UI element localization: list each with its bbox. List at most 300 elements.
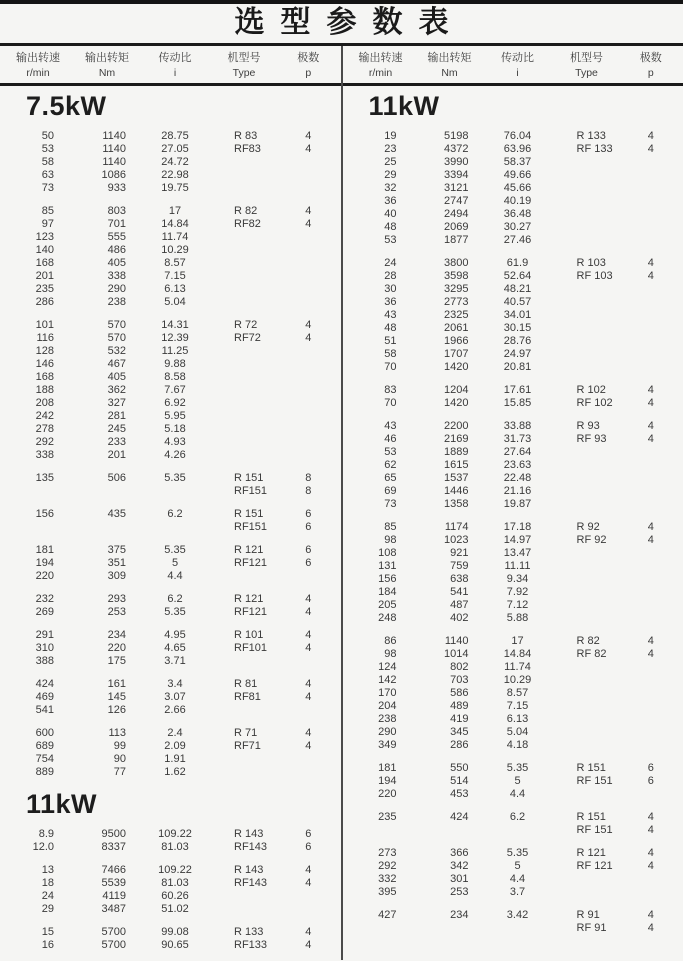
- ratio-cell: 10.29: [161, 244, 189, 256]
- torque-cell: 1446: [444, 485, 469, 497]
- power-section: [343, 91, 683, 935]
- table-row: [0, 864, 341, 877]
- type-cell: [212, 449, 276, 462]
- ratio-cell: 49.66: [503, 169, 532, 181]
- poles-cell: [619, 156, 683, 169]
- speed-cell: 689: [35, 740, 54, 752]
- table-row: [343, 739, 683, 752]
- ratio-cell: 81.03: [161, 877, 189, 889]
- ratio-cell: 24.72: [161, 156, 189, 168]
- left-table-body: [0, 86, 341, 952]
- col-header-type-unit: Type: [575, 67, 598, 79]
- torque-cell: [76, 521, 138, 534]
- table-row: [0, 384, 341, 397]
- poles-cell: [619, 700, 683, 713]
- poles-cell: 4: [647, 433, 654, 445]
- type-cell: [555, 283, 619, 296]
- ratio-cell: 6.2: [167, 508, 183, 520]
- poles-cell: 4: [305, 926, 312, 938]
- speed-cell: 128: [35, 345, 54, 357]
- type-cell: [555, 296, 619, 309]
- ratio-cell: 14.84: [161, 218, 189, 230]
- ratio-cell: 7.67: [164, 384, 186, 396]
- speed-cell: 16: [41, 939, 54, 951]
- poles-cell: [276, 903, 341, 916]
- poles-cell: 6: [305, 508, 312, 520]
- table-row: [0, 691, 341, 704]
- table-row: [343, 143, 683, 156]
- type-cell: [212, 890, 276, 903]
- col-header-poles-label: 极数: [297, 52, 320, 64]
- table-row: [343, 156, 683, 169]
- ratio-cell: [481, 922, 555, 935]
- ratio-cell: 34.01: [503, 309, 532, 321]
- ratio-cell: 5.04: [164, 296, 186, 308]
- ratio-cell: [138, 485, 212, 498]
- ratio-cell: 7.15: [506, 700, 529, 712]
- table-row: [0, 332, 341, 345]
- type-cell: [555, 599, 619, 612]
- speed-cell: 51: [384, 335, 397, 347]
- table-row: [343, 599, 683, 612]
- speed-cell: 58: [384, 348, 397, 360]
- table-row: [0, 397, 341, 410]
- table-row: [343, 182, 683, 195]
- speed-cell: 181: [378, 762, 397, 774]
- table-row: [343, 459, 683, 472]
- poles-cell: [619, 182, 683, 195]
- type-cell: [555, 195, 619, 208]
- torque-cell: 532: [107, 345, 126, 357]
- ratio-cell: 45.66: [503, 182, 532, 194]
- poles-cell: [619, 498, 683, 511]
- speed-cell: 8.9: [38, 828, 54, 840]
- col-header-poles: [276, 51, 341, 80]
- torque-cell: 638: [450, 573, 469, 585]
- ratio-group: [0, 544, 341, 583]
- type-cell: R 93: [576, 420, 600, 432]
- torque-cell: 309: [107, 570, 126, 582]
- type-cell: R 91: [576, 909, 600, 921]
- table-row: [0, 270, 341, 283]
- ratio-cell: 4.93: [164, 436, 186, 448]
- poles-cell: [276, 283, 341, 296]
- poles-cell: 8: [305, 472, 312, 484]
- ratio-cell: 19.87: [503, 498, 532, 510]
- ratio-cell: 8.58: [164, 371, 186, 383]
- poles-cell: [619, 296, 683, 309]
- torque-cell: 1420: [444, 361, 469, 373]
- ratio-cell: 3.7: [509, 886, 526, 898]
- poles-cell: 4: [647, 257, 654, 269]
- col-header-type-label: 机型号: [570, 52, 603, 64]
- speed-cell: 184: [378, 586, 397, 598]
- table-row: [0, 890, 341, 903]
- type-cell: RF 103: [576, 270, 613, 282]
- table-row: [0, 436, 341, 449]
- speed-cell: 278: [35, 423, 54, 435]
- ratio-group: [0, 508, 341, 534]
- speed-cell: [0, 485, 76, 498]
- torque-cell: 2200: [444, 420, 469, 432]
- torque-cell: 1140: [102, 130, 126, 142]
- torque-cell: 238: [107, 296, 126, 308]
- col-header-poles-unit: p: [305, 67, 312, 79]
- ratio-cell: 9.88: [164, 358, 186, 370]
- ratio-cell: 6.2: [509, 811, 526, 823]
- ratio-cell: 7.92: [506, 586, 529, 598]
- table-row: [343, 674, 683, 687]
- table-row: [0, 570, 341, 583]
- ratio-cell: 8.57: [506, 687, 529, 699]
- col-header-ratio-label: 传动比: [501, 52, 534, 64]
- speed-cell: 124: [378, 661, 397, 673]
- table-row: [343, 713, 683, 726]
- col-header-speed: [343, 51, 419, 80]
- table-row: [343, 296, 683, 309]
- col-header-ratio-unit: i: [173, 67, 177, 79]
- speed-cell: 140: [35, 244, 54, 256]
- torque-cell: 2494: [444, 208, 469, 220]
- torque-cell: [419, 922, 481, 935]
- col-header-torque-label: 输出转矩: [427, 52, 472, 64]
- torque-cell: 1174: [444, 521, 469, 533]
- speed-cell: 181: [35, 544, 54, 556]
- speed-cell: 238: [378, 713, 397, 725]
- column-header-left: [0, 46, 341, 86]
- table-row: [343, 922, 683, 935]
- speed-cell: [343, 922, 419, 935]
- torque-cell: [76, 485, 138, 498]
- poles-cell: 4: [305, 319, 312, 331]
- poles-cell: [619, 309, 683, 322]
- torque-cell: 759: [450, 560, 469, 572]
- torque-cell: 5198: [444, 130, 469, 142]
- type-cell: [555, 234, 619, 247]
- col-header-poles-label: 极数: [639, 52, 662, 64]
- speed-cell: 168: [35, 257, 54, 269]
- poles-cell: 8: [305, 485, 312, 497]
- torque-cell: 201: [107, 449, 126, 461]
- speed-cell: 73: [384, 498, 397, 510]
- torque-cell: 1707: [444, 348, 469, 360]
- speed-cell: 30: [384, 283, 397, 295]
- type-cell: RF151: [234, 521, 268, 533]
- page-title: 选型参数表: [234, 6, 465, 39]
- table-row: [0, 606, 341, 619]
- poles-cell: 4: [647, 909, 654, 921]
- table-columns: [0, 46, 683, 960]
- table-row: [0, 704, 341, 717]
- table-row: [0, 877, 341, 890]
- ratio-cell: 7.12: [506, 599, 529, 611]
- poles-cell: [619, 713, 683, 726]
- type-cell: R 143: [234, 828, 264, 840]
- speed-cell: 754: [35, 753, 54, 765]
- speed-cell: 18: [41, 877, 54, 889]
- ratio-cell: 109.22: [158, 828, 192, 840]
- ratio-group: [0, 727, 341, 779]
- torque-cell: 1877: [444, 234, 469, 246]
- table-row: [343, 195, 683, 208]
- ratio-cell: 2.09: [164, 740, 186, 752]
- ratio-cell: 81.03: [161, 841, 189, 853]
- speed-cell: 53: [384, 446, 397, 458]
- type-cell: [555, 472, 619, 485]
- torque-cell: 3121: [444, 182, 469, 194]
- ratio-cell: 11.11: [504, 560, 531, 572]
- type-cell: [555, 788, 619, 801]
- type-cell: RF 93: [576, 433, 607, 445]
- ratio-cell: 8.57: [164, 257, 186, 269]
- poles-cell: [619, 573, 683, 586]
- poles-cell: [619, 674, 683, 687]
- table-row: [343, 309, 683, 322]
- torque-cell: 405: [107, 371, 126, 383]
- poles-cell: [619, 208, 683, 221]
- speed-cell: 48: [384, 322, 397, 334]
- type-cell: R 72: [234, 319, 258, 331]
- col-header-poles: [619, 51, 683, 80]
- poles-cell: 4: [647, 635, 654, 647]
- table-row: [0, 727, 341, 740]
- poles-cell: [619, 322, 683, 335]
- col-header-speed-label: 输出转速: [16, 52, 60, 64]
- type-cell: R 82: [576, 635, 600, 647]
- table-row: [0, 218, 341, 231]
- type-cell: RF 92: [576, 534, 607, 546]
- ratio-cell: 5: [171, 557, 179, 569]
- type-cell: [212, 244, 276, 257]
- torque-cell: 362: [107, 384, 126, 396]
- torque-cell: 570: [107, 332, 126, 344]
- torque-cell: 1615: [444, 459, 469, 471]
- ratio-cell: 11.25: [161, 345, 189, 357]
- poles-cell: [619, 612, 683, 625]
- ratio-group: [0, 629, 341, 668]
- speed-cell: 83: [384, 384, 397, 396]
- table-row: [0, 205, 341, 218]
- poles-cell: [619, 560, 683, 573]
- poles-cell: 4: [647, 420, 654, 432]
- table-row: [343, 687, 683, 700]
- speed-cell: 46: [384, 433, 397, 445]
- poles-cell: [619, 687, 683, 700]
- type-cell: [555, 547, 619, 560]
- ratio-cell: [138, 521, 212, 534]
- table-row: [0, 283, 341, 296]
- speed-cell: 156: [35, 508, 54, 520]
- ratio-cell: 33.88: [503, 420, 532, 432]
- ratio-cell: 3.4: [167, 678, 183, 690]
- type-cell: [212, 296, 276, 309]
- poles-cell: 6: [647, 775, 654, 787]
- table-row: [343, 485, 683, 498]
- torque-cell: 2061: [444, 322, 469, 334]
- ratio-cell: 6.2: [167, 593, 183, 605]
- poles-cell: 4: [647, 143, 654, 155]
- speed-cell: 73: [41, 182, 54, 194]
- table-row: [343, 169, 683, 182]
- speed-cell: 131: [378, 560, 397, 572]
- torque-cell: 1420: [444, 397, 469, 409]
- speed-cell: 332: [378, 873, 397, 885]
- right-column: [343, 46, 683, 960]
- speed-cell: 168: [35, 371, 54, 383]
- poles-cell: 4: [647, 847, 654, 859]
- table-row: [343, 635, 683, 648]
- poles-cell: 4: [305, 218, 312, 230]
- poles-cell: [619, 661, 683, 674]
- type-cell: [212, 345, 276, 358]
- poles-cell: [619, 459, 683, 472]
- table-row: [0, 593, 341, 606]
- poles-cell: 4: [305, 678, 312, 690]
- table-row: [343, 762, 683, 775]
- ratio-cell: 19.75: [161, 182, 189, 194]
- torque-cell: 161: [107, 678, 126, 690]
- ratio-cell: 5.95: [164, 410, 186, 422]
- table-row: [343, 547, 683, 560]
- ratio-cell: 4.4: [509, 788, 526, 800]
- table-row: [0, 143, 341, 156]
- type-cell: [555, 586, 619, 599]
- speed-cell: 424: [35, 678, 54, 690]
- speed-cell: 24: [41, 890, 54, 902]
- type-cell: [212, 182, 276, 195]
- speed-cell: 220: [35, 570, 54, 582]
- power-section: [0, 91, 341, 779]
- poles-cell: [276, 296, 341, 309]
- table-row: [343, 446, 683, 459]
- poles-cell: 4: [305, 691, 312, 703]
- ratio-group: [0, 678, 341, 717]
- right-table-body: [343, 86, 683, 935]
- torque-cell: 514: [450, 775, 469, 787]
- poles-cell: [276, 244, 341, 257]
- ratio-cell: 14.97: [503, 534, 532, 546]
- torque-cell: 424: [450, 811, 469, 823]
- speed-cell: 242: [35, 410, 54, 422]
- poles-cell: 4: [305, 606, 312, 618]
- torque-cell: 486: [107, 244, 126, 256]
- ratio-cell: 30.27: [503, 221, 532, 233]
- type-cell: [555, 739, 619, 752]
- poles-cell: 6: [305, 841, 312, 853]
- ratio-cell: 27.64: [503, 446, 532, 458]
- col-header-torque-label: 输出转矩: [85, 52, 129, 64]
- type-cell: [212, 283, 276, 296]
- col-header-type-label: 机型号: [227, 52, 261, 64]
- ratio-cell: 109.22: [158, 864, 192, 876]
- type-cell: [212, 903, 276, 916]
- ratio-cell: 6.13: [164, 283, 186, 295]
- torque-cell: 220: [107, 642, 126, 654]
- type-cell: [555, 156, 619, 169]
- column-header-right: [343, 46, 683, 86]
- speed-cell: 290: [378, 726, 397, 738]
- poles-cell: 4: [647, 130, 654, 142]
- table-row: [0, 485, 341, 498]
- type-cell: RF72: [234, 332, 261, 344]
- type-cell: RF 102: [576, 397, 613, 409]
- torque-cell: 290: [107, 283, 126, 295]
- table-row: [0, 423, 341, 436]
- speed-cell: 86: [384, 635, 397, 647]
- table-row: [0, 449, 341, 462]
- type-cell: [212, 704, 276, 717]
- type-cell: RF 121: [576, 860, 613, 872]
- poles-cell: 6: [305, 557, 312, 569]
- ratio-cell: 5: [514, 775, 521, 787]
- table-row: [0, 182, 341, 195]
- type-cell: R 82: [234, 205, 258, 217]
- poles-cell: [276, 231, 341, 244]
- poles-cell: [619, 335, 683, 348]
- ratio-cell: 4.18: [506, 739, 529, 751]
- type-cell: R 103: [576, 257, 606, 269]
- poles-cell: 4: [647, 811, 654, 823]
- poles-cell: 4: [305, 864, 312, 876]
- ratio-cell: 6.13: [506, 713, 529, 725]
- table-row: [0, 642, 341, 655]
- table-row: [343, 860, 683, 873]
- ratio-group: [0, 593, 341, 619]
- type-cell: R 151: [576, 811, 606, 823]
- table-row: [0, 521, 341, 534]
- table-row: [0, 939, 341, 952]
- type-cell: R 83: [234, 130, 258, 142]
- ratio-group: [0, 472, 341, 498]
- speed-cell: [343, 824, 419, 837]
- torque-cell: 3800: [444, 257, 469, 269]
- ratio-cell: 40.57: [503, 296, 532, 308]
- ratio-cell: 2.4: [167, 727, 183, 739]
- type-cell: [212, 410, 276, 423]
- type-cell: RF143: [234, 841, 268, 853]
- table-row: [343, 811, 683, 824]
- ratio-cell: 60.26: [161, 890, 189, 902]
- ratio-cell: 63.96: [503, 143, 532, 155]
- poles-cell: [276, 156, 341, 169]
- poles-cell: 4: [647, 922, 654, 934]
- torque-cell: 703: [450, 674, 469, 686]
- torque-cell: 234: [450, 909, 469, 921]
- speed-cell: 58: [41, 156, 54, 168]
- table-row: [343, 726, 683, 739]
- poles-cell: [276, 270, 341, 283]
- speed-cell: 188: [35, 384, 54, 396]
- poles-cell: [276, 753, 341, 766]
- speed-cell: 600: [35, 727, 54, 739]
- speed-cell: 62: [384, 459, 397, 471]
- poles-cell: 6: [305, 828, 312, 840]
- torque-cell: 1023: [444, 534, 469, 546]
- ratio-cell: 24.97: [503, 348, 532, 360]
- poles-cell: [276, 766, 341, 779]
- speed-cell: 135: [35, 472, 54, 484]
- type-cell: [555, 361, 619, 374]
- type-cell: R 92: [576, 521, 600, 533]
- ratio-cell: 5.35: [164, 606, 186, 618]
- type-cell: [212, 169, 276, 182]
- torque-cell: 293: [107, 593, 126, 605]
- torque-cell: 3295: [444, 283, 469, 295]
- type-cell: R 133: [234, 926, 264, 938]
- ratio-cell: 3.71: [164, 655, 186, 667]
- poles-cell: 4: [647, 384, 654, 396]
- table-row: [0, 740, 341, 753]
